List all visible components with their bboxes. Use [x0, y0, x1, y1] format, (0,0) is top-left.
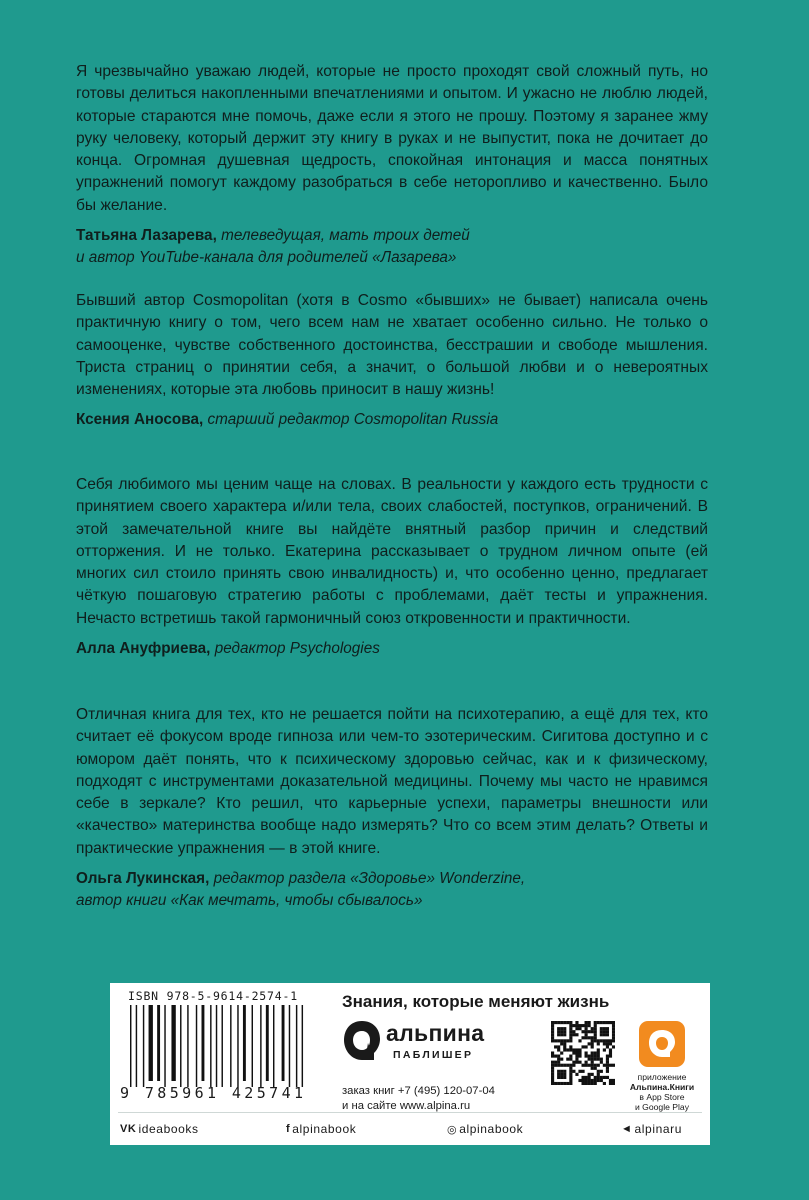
social-telegram[interactable] — [621, 1122, 682, 1136]
publisher-slogan: Знания, которые меняют жизнь — [342, 992, 610, 1011]
telegram-icon: ◄ — [621, 1123, 633, 1135]
author-role: телеведущая, мать троих детей — [221, 227, 470, 245]
order-phone: заказ книг +7 (495) 120-07-04 — [342, 1085, 495, 1097]
alpina-app-icon — [639, 1021, 685, 1067]
vk-icon: VK — [120, 1123, 137, 1135]
alpina-logo-icon — [342, 1019, 382, 1063]
divider — [118, 1112, 702, 1113]
order-info — [342, 1084, 495, 1114]
review-anosova — [76, 290, 708, 431]
publisher-name: альпина — [386, 1020, 485, 1046]
author-role-line-2: и автор YouTube-канала для родителей «Лазарева» — [76, 249, 457, 267]
isbn-barcode — [118, 989, 330, 1102]
review-text: Себя любимого мы ценим чаще на словах. В реальности у каждого есть трудности с принятием своего характера и/или тела, своих слабостей, поступков, ограничений. В этой замечательной книге вы найдёте внятный разбор причин и следствий отторжения. И не только. Екатерина рассказывает о трудном личном опыте (ей многих сил стоило принять свою инвалидность) и, что особенно ценно, предлагает чёткую пошаговую стратегию работы с проблемами, даёт тесты и упражнения. Нечасто встретишь такой гармоничный союз откровенности и практичности. — [76, 476, 708, 627]
author-name: Алла Ануфриева, — [76, 640, 211, 658]
app-line: и Google Play — [634, 1102, 689, 1112]
qr-code-icon — [551, 1021, 615, 1085]
author-role-line-2: автор книги «Как мечтать, чтобы сбывалось» — [76, 892, 423, 910]
review-text: Я чрезвычайно уважаю людей, которые не просто проходят свой сложный путь, но готовы делиться накопленными впечатлениями и опытом. И ужасно не люблю людей, которые стараются мне помочь, даже если я этого не прошу. Поэтому я заранее жму руку человеку, который держит эту книгу в руках и не выпустит, пока не дочитает до конца. Огромная душевная щедрость, спокойная интонация и масса понятных упражнений помогут каждому разобраться в себе неторопливо и качественно. Было бы желание. — [76, 63, 708, 214]
social-label: alpinaru — [634, 1122, 682, 1136]
publisher-logo — [342, 1019, 507, 1067]
isbn-label: ISBN 978-5-9614-2574-1 — [128, 989, 298, 1003]
barcode-icon — [130, 1005, 326, 1087]
isbn-digits: 9 785961 425741 — [120, 1084, 307, 1102]
review-text: Бывший автор Cosmopolitan (хотя в Cosmo «бывших» не бывает) написала очень практичную книгу о том, чего всем нам не хватает особенно сильно. Не только о самооценке, чувстве собственного достоинства, бесстрашии и свободе мышления. Триста страниц о принятии себя, а значит, о большой любви и о невероятных изменениях, которые эта любовь приносит в нашу жизнь! — [76, 292, 708, 399]
app-line: приложение — [637, 1072, 687, 1082]
author-name: Татьяна Лазарева, — [76, 227, 217, 245]
review-author — [76, 638, 708, 660]
author-name: Ольга Лукинская, — [76, 870, 210, 888]
app-line: в App Store — [639, 1092, 685, 1102]
social-facebook[interactable] — [286, 1122, 356, 1136]
publisher-panel — [110, 983, 710, 1145]
app-name: Альпина.Книги — [629, 1082, 695, 1092]
review-text: Отличная книга для тех, кто не решается пойти на психотерапию, а ещё для тех, кто считает её фокусом вроде гипноза или чем-то эзотерическим. Сигитова доступно и с юмором даёт понять, что к психическому здоровью сейчас, как и к физическому, подходят с инструментами доказательной медицины. Почему мы часто не нравимся себе в зеркале? Кто решил, что карьерные успехи, параметры внешности или «качество» материнства вообще надо измерять? Что со всем этим делать? Ответы и практические упражнения — в этой книге. — [76, 706, 708, 857]
social-vk[interactable] — [120, 1122, 199, 1136]
social-label: alpinabook — [459, 1122, 524, 1136]
app-icon — [639, 1021, 685, 1067]
author-role: старший редактор Cosmopolitan Russia — [207, 411, 499, 429]
social-instagram[interactable] — [447, 1122, 523, 1136]
review-anufrieva — [76, 474, 708, 660]
author-name: Ксения Аносова, — [76, 411, 204, 429]
facebook-icon: f — [286, 1123, 291, 1135]
app-store-info — [622, 1072, 702, 1112]
review-lukinskaya — [76, 704, 708, 912]
review-author — [76, 868, 708, 912]
review-author — [76, 225, 708, 269]
author-role: редактор Psychologies — [214, 640, 380, 658]
instagram-icon: ◎ — [447, 1123, 458, 1136]
review-author — [76, 409, 708, 431]
review-lazareva — [76, 61, 708, 269]
author-role: редактор раздела «Здоровье» Wonderzine, — [213, 870, 526, 888]
social-label: ideabooks — [138, 1122, 199, 1136]
order-website: и на сайте www.alpina.ru — [342, 1100, 471, 1112]
social-label: alpinabook — [292, 1122, 357, 1136]
publisher-subtitle: ПАБЛИШЕР — [393, 1049, 474, 1061]
